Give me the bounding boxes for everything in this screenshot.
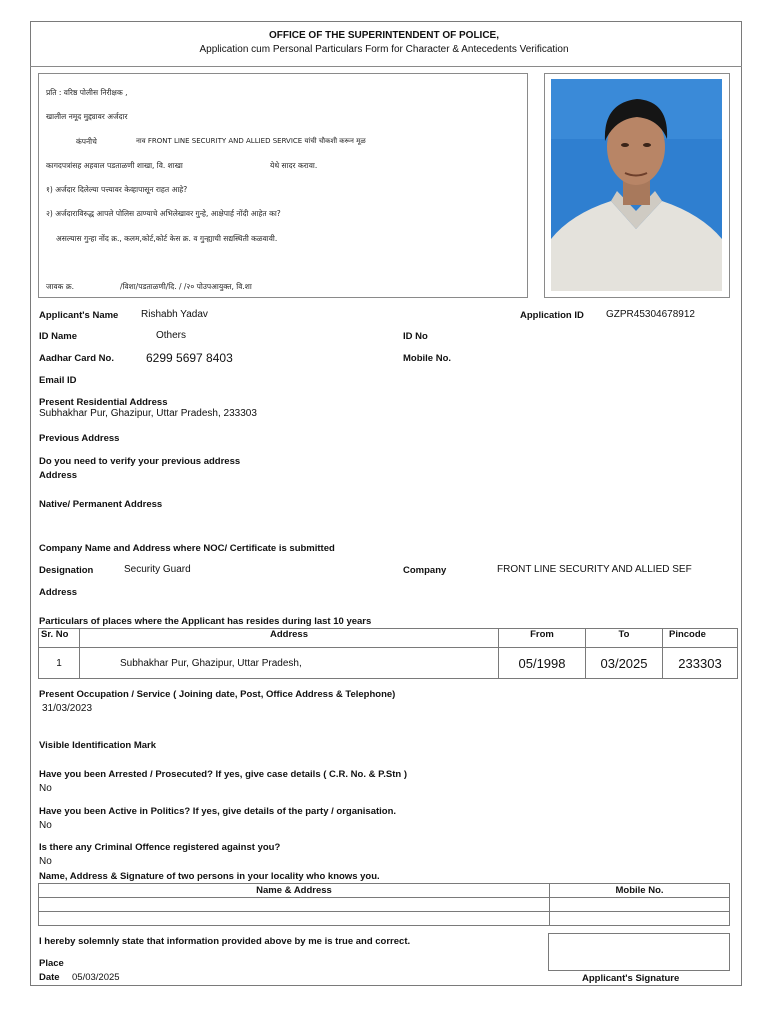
residence-pincode: 233303	[663, 648, 738, 679]
form-subtitle: Application cum Personal Particulars Form for Character & Antecedents Verification	[199, 44, 569, 55]
declaration-text: I hereby solemnly state that information provided above by me is true and correct.	[39, 936, 411, 947]
company-section-label: Company Name and Address where NOC/ Certificate is submitted	[39, 543, 335, 554]
company-label: Company	[403, 565, 447, 576]
applicant-name-value: Rishabh Yadav	[141, 309, 208, 320]
instruction-question-1: १) अर्जदार दिलेल्या पत्त्यावर केव्हापासून राहत आहे?	[46, 185, 188, 194]
place-label: Place	[39, 958, 64, 969]
residence-from: 05/1998	[499, 648, 586, 679]
instruction-line-3b: नाव FRONT LINE SECURITY AND ALLIED SERVICE यांची चौकशी करून मूळ	[136, 137, 366, 145]
instruction-line-2: खालील नमूद मुद्द्यावर अर्जदार	[46, 112, 128, 121]
criminal-offence-label: Is there any Criminal Offence registered against you?	[39, 842, 281, 853]
instruction-question-2: २) अर्जदाराविरुद्ध आपले पोलिस ठाण्याचे अभिलेखावर गुन्हे, आक्षेपार्ह नोंदी आहेत का?	[46, 209, 281, 218]
arrested-value: No	[39, 783, 52, 794]
politics-label: Have you been Active in Politics? If yes, give details of the party / organisation.	[39, 806, 397, 817]
residence-table-title: Particulars of places where the Applicant has resides during last 10 years	[39, 616, 372, 627]
present-address-value: Subhakhar Pur, Ghazipur, Uttar Pradesh, 233303	[39, 408, 257, 419]
references-title: Name, Address & Signature of two persons in your locality who knows you.	[39, 871, 380, 882]
reference-row	[39, 912, 730, 926]
aadhar-value: 6299 5697 8403	[146, 351, 233, 365]
header-pincode: Pincode	[663, 629, 738, 648]
company-value: FRONT LINE SECURITY AND ALLIED SEF	[497, 564, 692, 575]
designation-label: Designation	[39, 565, 94, 576]
applicant-photo	[551, 79, 722, 291]
instruction-line-4b: येथे सादर करावा.	[270, 161, 318, 170]
header-mobile: Mobile No.	[550, 884, 730, 898]
address-label: Address	[39, 470, 78, 481]
visible-mark-label: Visible Identification Mark	[39, 740, 157, 751]
signature-label: Applicant's Signature	[582, 973, 680, 984]
company-address-label: Address	[39, 587, 78, 598]
residence-row	[39, 648, 738, 679]
references-header-row	[39, 884, 730, 898]
residence-table	[38, 628, 738, 679]
outward-reference: /विशा/पडताळणी/दि. / /२० पोउपआयुक्त, वि.शा	[120, 282, 252, 291]
instruction-line-3a: कंपनीचे	[76, 137, 97, 146]
reference-row	[39, 898, 730, 912]
email-label: Email ID	[39, 375, 77, 386]
mobile-label: Mobile No.	[403, 353, 452, 364]
politics-value: No	[39, 820, 52, 831]
application-id-value: GZPR45304678912	[606, 309, 695, 320]
date-label: Date	[39, 972, 60, 983]
reference-1-name-address	[39, 898, 550, 912]
present-address-label: Present Residential Address	[39, 397, 168, 408]
residence-sr-no: 1	[39, 648, 80, 679]
date-value: 05/03/2025	[72, 972, 120, 983]
occupation-value: 31/03/2023	[42, 703, 93, 714]
verify-previous-label: Do you need to verify your previous address	[39, 456, 241, 467]
instruction-line-7: असल्यास गुन्हा नोंद क्र., कलम,कोर्ट,कोर्ट केस क्र. व गुन्ह्याची सद्यस्थिती कळवावी.	[56, 234, 278, 243]
office-title: OFFICE OF THE SUPERINTENDENT OF POLICE,	[268, 30, 499, 41]
previous-address-label: Previous Address	[39, 433, 120, 444]
header-name-address: Name & Address	[39, 884, 550, 898]
reference-2-name-address	[39, 912, 550, 926]
header-address: Address	[80, 629, 499, 648]
signature-box	[548, 933, 730, 971]
native-address-label: Native/ Permanent Address	[39, 499, 163, 510]
reference-2-mobile	[550, 912, 730, 926]
aadhar-label: Aadhar Card No.	[39, 353, 114, 364]
references-table	[38, 883, 730, 926]
instruction-line-1: प्रति : वरिष्ठ पोलीस निरीक्षक ,	[46, 88, 128, 97]
designation-value: Security Guard	[124, 564, 191, 575]
header-sr-no: Sr. No	[39, 629, 80, 648]
application-id-label: Application ID	[520, 310, 584, 321]
outward-no-label: जावक क्र.	[46, 282, 74, 291]
arrested-label: Have you been Arrested / Prosecuted? If yes, give case details ( C.R. No. & P.Stn )	[39, 769, 407, 780]
header-divider	[30, 66, 742, 67]
residence-header-row	[39, 629, 738, 648]
criminal-offence-value: No	[39, 856, 52, 867]
id-name-label: ID Name	[39, 331, 78, 342]
header-from: From	[499, 629, 586, 648]
id-no-label: ID No	[403, 331, 428, 342]
occupation-label: Present Occupation / Service ( Joining date, Post, Office Address & Telephone)	[39, 689, 396, 700]
header-to: To	[586, 629, 663, 648]
reference-1-mobile	[550, 898, 730, 912]
instruction-line-4a: कागदपत्रांसह अहवाल पडताळणी शाखा, वि. शाखा	[46, 161, 183, 170]
residence-to: 03/2025	[586, 648, 663, 679]
applicant-name-label: Applicant's Name	[39, 310, 119, 321]
residence-address: Subhakhar Pur, Ghazipur, Uttar Pradesh,	[80, 648, 499, 679]
id-name-value: Others	[156, 330, 187, 341]
